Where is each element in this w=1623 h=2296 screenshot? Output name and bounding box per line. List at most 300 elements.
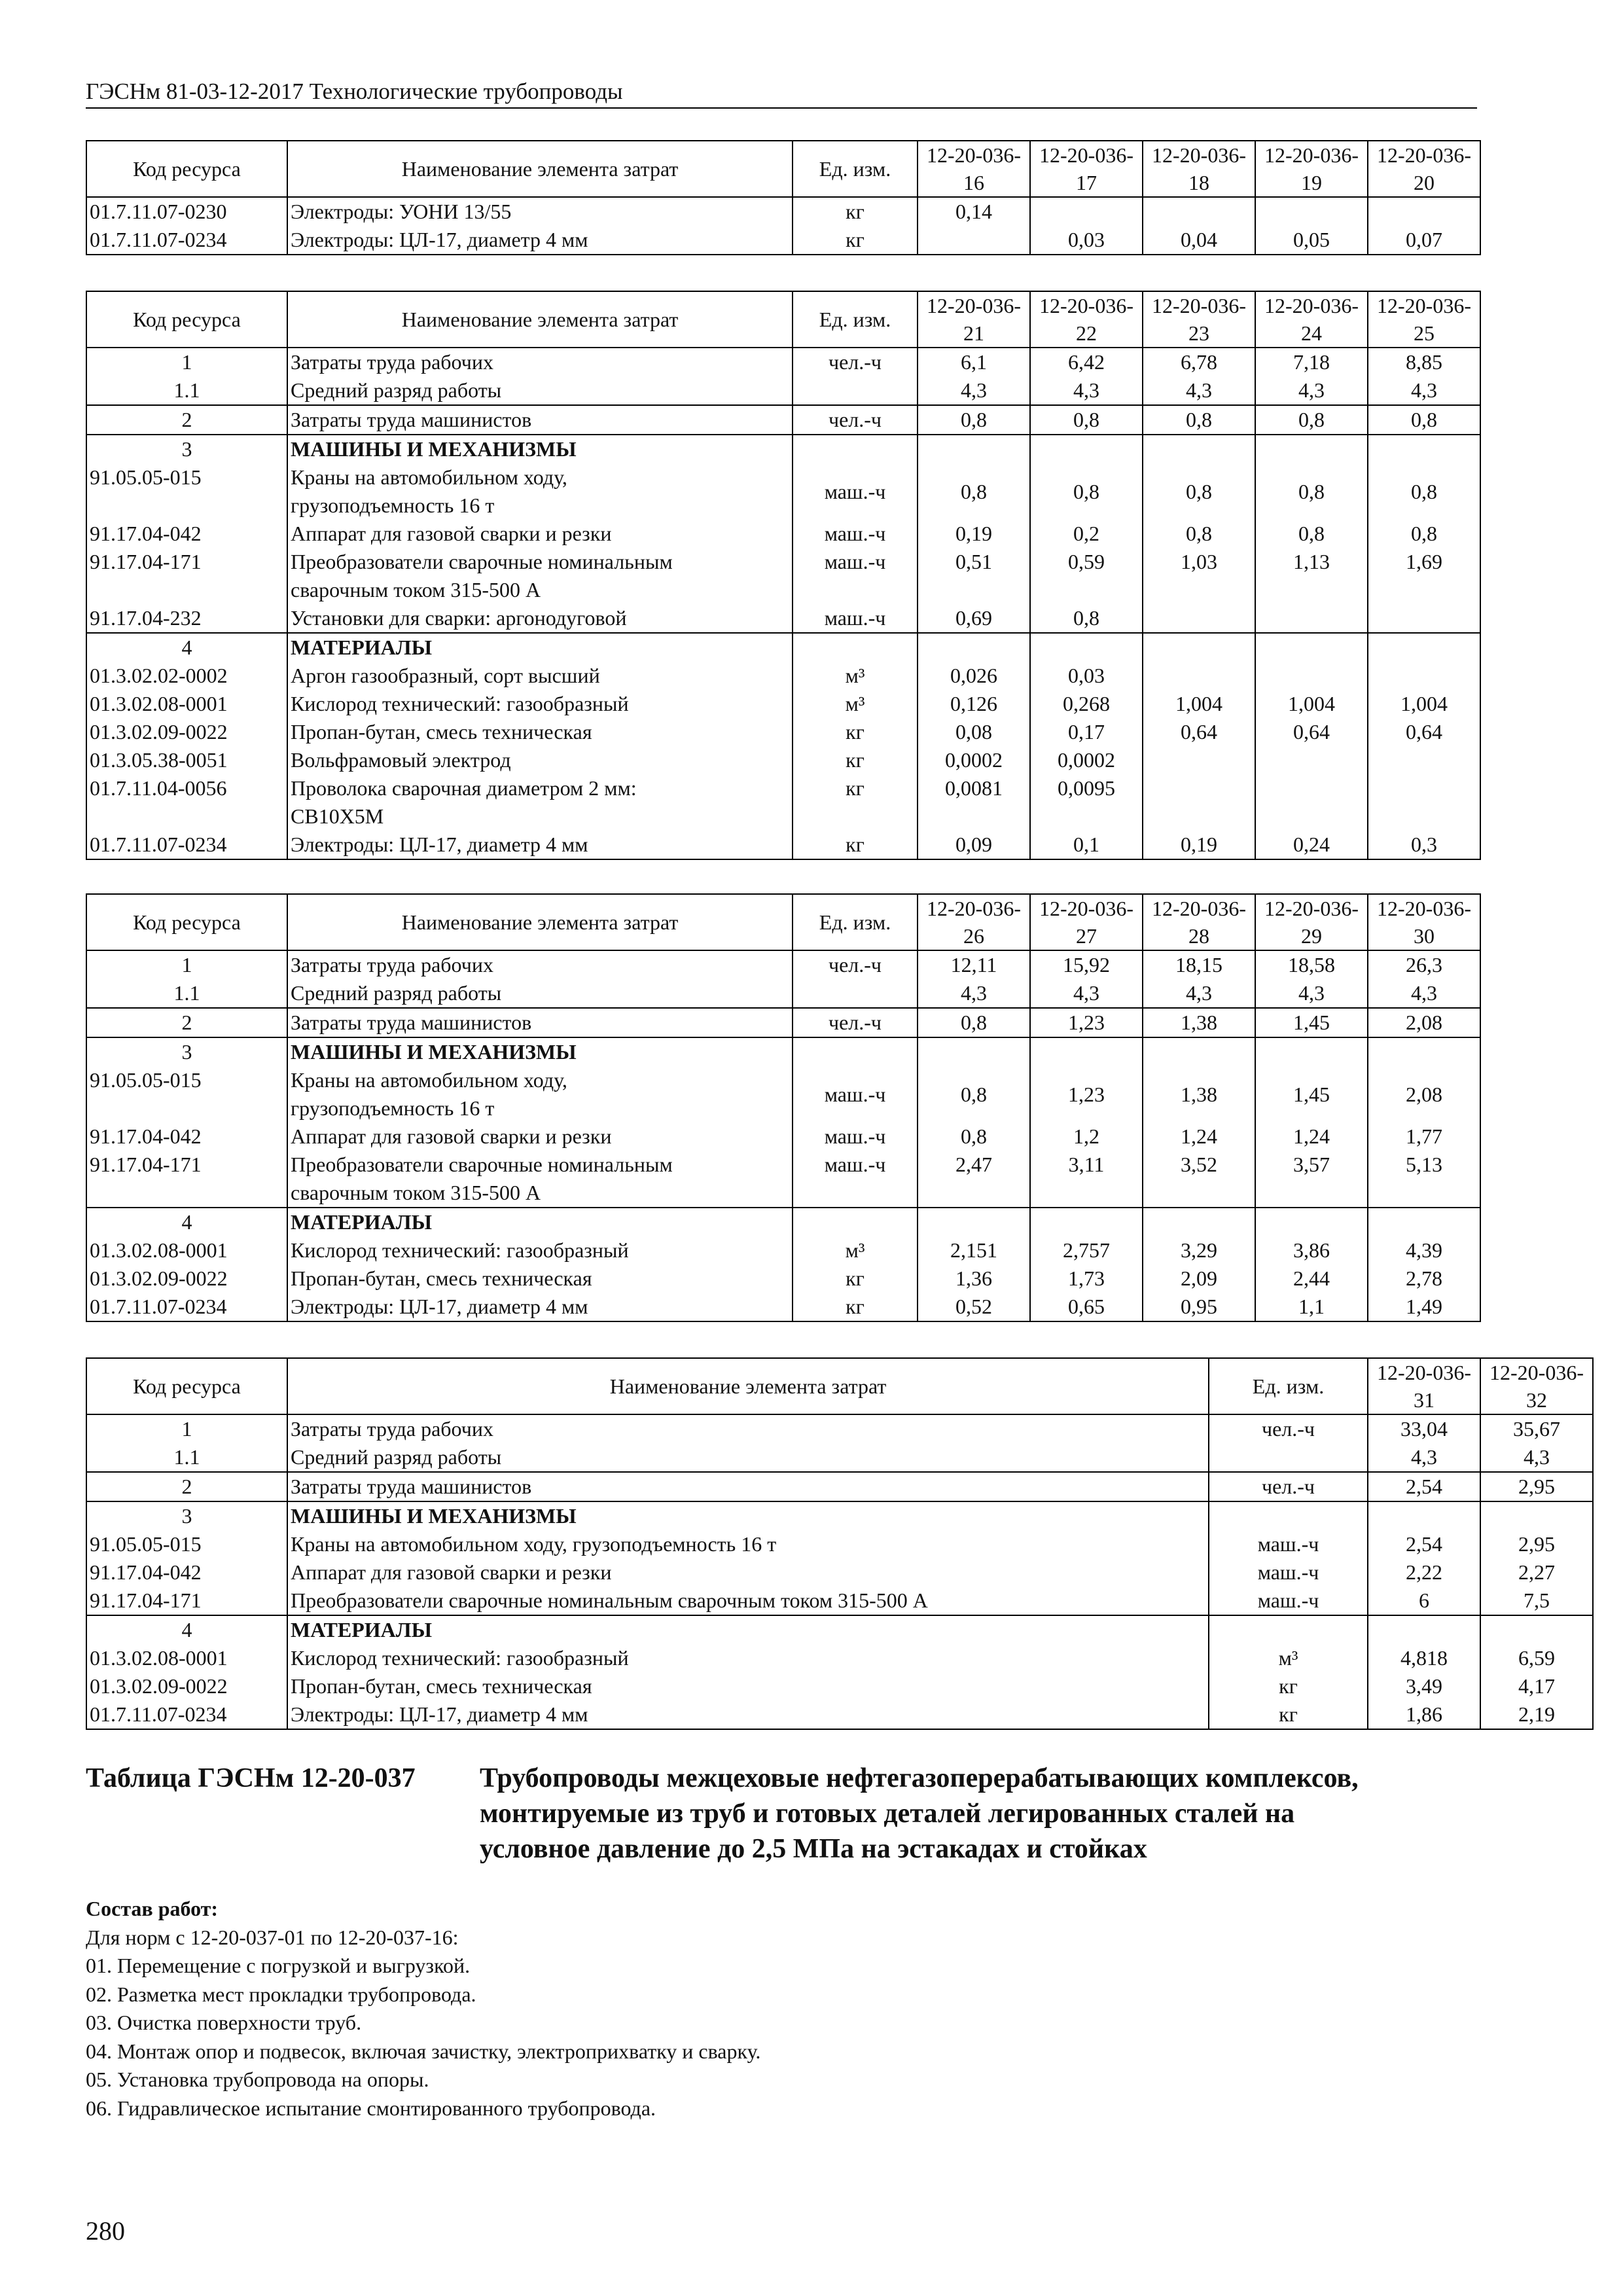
section-row — [86, 979, 1480, 1008]
value-cell — [1368, 633, 1480, 662]
resource-code: 01.3.05.38-0051 — [86, 746, 287, 774]
resource-name — [287, 520, 793, 548]
value-cell — [1255, 604, 1368, 633]
resource-name — [287, 979, 793, 1008]
value-cell: 4,3 — [1368, 376, 1480, 405]
resource-name — [287, 1265, 793, 1293]
unit-cell: чел.-ч — [793, 1008, 918, 1037]
resource-name — [287, 1615, 1209, 1644]
resource-row — [86, 1530, 1593, 1558]
col-header-name: Наименование элемента затрат — [287, 894, 793, 950]
unit-cell: маш.-ч — [1209, 1587, 1368, 1615]
col-header-norm-code: 12-20-036-26 — [918, 894, 1030, 950]
value-cell: 6,78 — [1143, 348, 1255, 376]
value-cell: 7,18 — [1255, 348, 1368, 376]
unit-cell: кг — [793, 1265, 918, 1293]
value-cell — [1368, 197, 1480, 226]
unit-cell: маш.-ч — [793, 520, 918, 548]
value-cell — [1255, 1208, 1368, 1236]
resource-row — [86, 226, 1480, 255]
resource-code: 01.7.11.07-0234 — [86, 226, 287, 255]
resource-row — [86, 746, 1480, 774]
value-cell — [1368, 1208, 1480, 1236]
col-header-norm-code: 12-20-036-28 — [1143, 894, 1255, 950]
value-cell: 2,54 — [1368, 1530, 1480, 1558]
value-cell: 5,13 — [1368, 1151, 1480, 1208]
resource-name-line: Кислород технический: газообразный — [291, 1646, 629, 1670]
resource-name — [287, 1236, 793, 1265]
resource-row — [86, 197, 1480, 226]
value-cell: 0,59 — [1030, 548, 1143, 604]
resource-code: 91.17.04-042 — [86, 1122, 287, 1151]
unit-cell: кг — [793, 774, 918, 831]
resource-name — [287, 435, 793, 463]
resource-code: 91.17.04-171 — [86, 1587, 287, 1615]
resource-code: 2 — [86, 1008, 287, 1037]
value-cell: 35,67 — [1480, 1414, 1593, 1443]
work-step: 02. Разметка мест прокладки трубопровода. — [86, 1982, 476, 2006]
value-cell — [1143, 774, 1255, 831]
unit-cell: маш.-ч — [793, 604, 918, 633]
page-number: 280 — [86, 2216, 125, 2246]
unit-cell: маш.-ч — [793, 1151, 918, 1208]
value-cell: 3,11 — [1030, 1151, 1143, 1208]
value-cell: 0,126 — [918, 690, 1030, 718]
unit-cell — [793, 1208, 918, 1236]
resource-row — [86, 604, 1480, 633]
resource-code: 01.7.11.04-0056 — [86, 774, 287, 831]
unit-cell — [793, 979, 918, 1008]
col-header-name: Наименование элемента затрат — [287, 141, 793, 197]
unit-cell: кг — [793, 718, 918, 746]
resource-name-line: Преобразователи сварочные номинальным — [291, 550, 673, 573]
section-row — [86, 1008, 1480, 1037]
resource-name-line: Затраты труда рабочих — [291, 1417, 493, 1441]
resource-code: 2 — [86, 1472, 287, 1501]
value-cell: 33,04 — [1368, 1414, 1480, 1443]
unit-cell: м³ — [793, 662, 918, 690]
unit-cell: м³ — [793, 690, 918, 718]
resource-name — [287, 1672, 1209, 1700]
value-cell: 2,19 — [1480, 1700, 1593, 1729]
section-row — [86, 633, 1480, 662]
value-cell: 0,8 — [1255, 520, 1368, 548]
unit-cell: чел.-ч — [793, 950, 918, 979]
resource-code: 3 — [86, 435, 287, 463]
work-composition-scope: Для норм с 12-20-037-01 по 12-20-037-16: — [86, 1925, 459, 1949]
section-row — [86, 1037, 1480, 1066]
section-row — [86, 348, 1480, 376]
value-cell: 3,49 — [1368, 1672, 1480, 1700]
col-header-norm-code: 12-20-036-25 — [1368, 291, 1480, 348]
resource-name — [287, 1501, 1209, 1530]
resource-name — [287, 405, 793, 435]
value-cell: 0,19 — [918, 520, 1030, 548]
value-cell — [1030, 197, 1143, 226]
unit-cell: чел.-ч — [793, 348, 918, 376]
table-header-row — [86, 291, 1480, 348]
unit-cell: маш.-ч — [793, 1066, 918, 1122]
resource-name-line: Аппарат для газовой сварки и резки — [291, 522, 612, 545]
value-cell — [1143, 435, 1255, 463]
value-cell: 0,8 — [1030, 463, 1143, 520]
value-cell — [918, 1037, 1030, 1066]
col-header-norm-code: 12-20-036-32 — [1480, 1358, 1593, 1414]
value-cell: 2,151 — [918, 1236, 1030, 1265]
resource-name-line: Преобразователи сварочные номинальным сварочным током 315-500 А — [291, 1588, 928, 1612]
value-cell: 0,268 — [1030, 690, 1143, 718]
value-cell: 2,78 — [1368, 1265, 1480, 1293]
work-step: 06. Гидравлическое испытание смонтированного трубопровода. — [86, 2096, 656, 2120]
resource-table-036-26-30 — [86, 893, 1481, 1322]
section-row — [86, 1501, 1593, 1530]
resource-name — [287, 376, 793, 405]
value-cell: 0,17 — [1030, 718, 1143, 746]
value-cell — [1255, 746, 1368, 774]
resource-code: 01.3.02.08-0001 — [86, 1644, 287, 1672]
value-cell: 1,004 — [1255, 690, 1368, 718]
resource-row — [86, 1265, 1480, 1293]
value-cell: 0,69 — [918, 604, 1030, 633]
value-cell: 0,8 — [1143, 463, 1255, 520]
resource-code: 1 — [86, 348, 287, 376]
resource-name-line: сварочным током 315-500 А — [291, 1181, 541, 1204]
value-cell: 0,8 — [918, 1122, 1030, 1151]
resource-name — [287, 1151, 793, 1208]
resource-name-line: Кислород технический: газообразный — [291, 692, 629, 715]
value-cell: 1,03 — [1143, 548, 1255, 604]
value-cell: 4,3 — [1143, 376, 1255, 405]
resource-code: 01.3.02.08-0001 — [86, 1236, 287, 1265]
value-cell: 2,54 — [1368, 1472, 1480, 1501]
value-cell — [1368, 774, 1480, 831]
resource-name-line: Затраты труда машинистов — [291, 1011, 532, 1034]
col-header-norm-code: 12-20-036-30 — [1368, 894, 1480, 950]
value-cell — [1143, 633, 1255, 662]
resource-row — [86, 1122, 1480, 1151]
value-cell — [918, 1208, 1030, 1236]
resource-row — [86, 1558, 1593, 1587]
value-cell: 4,3 — [1255, 979, 1368, 1008]
value-cell: 1,38 — [1143, 1066, 1255, 1122]
resource-code: 3 — [86, 1037, 287, 1066]
resource-name-line: Средний разряд работы — [291, 981, 502, 1005]
resource-row — [86, 1672, 1593, 1700]
value-cell: 4,3 — [1368, 1443, 1480, 1472]
resource-code: 91.17.04-042 — [86, 520, 287, 548]
resource-table-036-21-25 — [86, 291, 1481, 860]
resource-name — [287, 662, 793, 690]
value-cell — [1143, 746, 1255, 774]
resource-code: 01.7.11.07-0230 — [86, 197, 287, 226]
value-cell: 4,3 — [1368, 979, 1480, 1008]
resource-code: 1.1 — [86, 979, 287, 1008]
value-cell: 0,8 — [1255, 463, 1368, 520]
resource-name-line: Затраты труда рабочих — [291, 350, 493, 374]
resource-name-line: Пропан-бутан, смесь техническая — [291, 720, 592, 744]
col-header-code: Код ресурса — [86, 1358, 287, 1414]
value-cell: 6,42 — [1030, 348, 1143, 376]
resource-name — [287, 1587, 1209, 1615]
col-header-norm-code: 12-20-036-23 — [1143, 291, 1255, 348]
resource-name — [287, 1414, 1209, 1443]
value-cell: 0,0002 — [1030, 746, 1143, 774]
running-header: ГЭСНм 81-03-12-2017 Технологические трубопроводы — [86, 77, 1477, 109]
value-cell: 0,8 — [1030, 405, 1143, 435]
value-cell: 0,8 — [1143, 520, 1255, 548]
value-cell: 0,8 — [1368, 463, 1480, 520]
value-cell: 4,3 — [1255, 376, 1368, 405]
resource-code: 4 — [86, 1208, 287, 1236]
resource-name-line: Электроды: ЦЛ-17, диаметр 4 мм — [291, 1295, 588, 1318]
value-cell: 0,3 — [1368, 831, 1480, 859]
resource-name-line: Средний разряд работы — [291, 378, 502, 402]
value-cell: 0,8 — [1368, 405, 1480, 435]
resource-name — [287, 1472, 1209, 1501]
unit-cell: маш.-ч — [793, 1122, 918, 1151]
resource-name-line: СВ10Х5М — [291, 804, 384, 828]
value-cell: 2,95 — [1480, 1530, 1593, 1558]
value-cell — [1255, 633, 1368, 662]
work-step: 04. Монтаж опор и подвесок, включая зачистку, электроприхватку и сварку. — [86, 2039, 761, 2063]
value-cell: 1,004 — [1143, 690, 1255, 718]
resource-name-line: Пропан-бутан, смесь техническая — [291, 1674, 592, 1698]
unit-cell: маш.-ч — [793, 548, 918, 604]
section-row — [86, 1443, 1593, 1472]
value-cell: 0,64 — [1368, 718, 1480, 746]
value-cell: 1,36 — [918, 1265, 1030, 1293]
col-header-norm-code: 12-20-036-19 — [1255, 141, 1368, 197]
section-row — [86, 1208, 1480, 1236]
resource-name-line: грузоподъемность 16 т — [291, 493, 495, 517]
resource-name-line: Краны на автомобильном ходу, — [291, 1068, 567, 1092]
resource-name — [287, 197, 793, 226]
resource-code: 91.17.04-171 — [86, 1151, 287, 1208]
resource-code: 2 — [86, 405, 287, 435]
value-cell — [1143, 604, 1255, 633]
value-cell: 2,27 — [1480, 1558, 1593, 1587]
resource-name-line: Средний разряд работы — [291, 1445, 502, 1469]
unit-cell — [793, 376, 918, 405]
resource-name-line: Установки для сварки: аргонодуговой — [291, 606, 627, 630]
unit-cell — [1209, 1443, 1368, 1472]
value-cell: 4,818 — [1368, 1644, 1480, 1672]
resource-code: 91.17.04-232 — [86, 604, 287, 633]
resource-name — [287, 633, 793, 662]
unit-cell: кг — [1209, 1700, 1368, 1729]
value-cell: 0,65 — [1030, 1293, 1143, 1321]
resource-name-line: Вольфрамовый электрод — [291, 748, 511, 772]
value-cell: 1,1 — [1255, 1293, 1368, 1321]
value-cell — [1368, 662, 1480, 690]
resource-name — [287, 950, 793, 979]
unit-cell: кг — [793, 746, 918, 774]
resource-name-line: сварочным током 315-500 А — [291, 578, 541, 601]
resource-code: 01.7.11.07-0234 — [86, 831, 287, 859]
col-header-norm-code: 12-20-036-31 — [1368, 1358, 1480, 1414]
value-cell: 0,8 — [1368, 520, 1480, 548]
value-cell — [1030, 1208, 1143, 1236]
value-cell: 2,95 — [1480, 1472, 1593, 1501]
value-cell: 15,92 — [1030, 950, 1143, 979]
resource-code: 01.3.02.09-0022 — [86, 1672, 287, 1700]
value-cell: 6,59 — [1480, 1644, 1593, 1672]
value-cell: 2,44 — [1255, 1265, 1368, 1293]
col-header-norm-code: 12-20-036-17 — [1030, 141, 1143, 197]
value-cell: 4,3 — [918, 979, 1030, 1008]
value-cell — [1030, 1037, 1143, 1066]
value-cell — [1030, 633, 1143, 662]
resource-name — [287, 1443, 1209, 1472]
value-cell: 0,04 — [1143, 226, 1255, 255]
resource-row — [86, 1700, 1593, 1729]
col-header-norm-code: 12-20-036-16 — [918, 141, 1030, 197]
resource-name-line: Кислород технический: газообразный — [291, 1238, 629, 1262]
resource-name-line: Электроды: ЦЛ-17, диаметр 4 мм — [291, 833, 588, 856]
resource-row — [86, 1236, 1480, 1265]
value-cell: 0,8 — [918, 1008, 1030, 1037]
unit-cell: чел.-ч — [1209, 1472, 1368, 1501]
unit-cell: чел.-ч — [793, 405, 918, 435]
unit-cell: маш.-ч — [1209, 1558, 1368, 1587]
resource-code: 01.3.02.09-0022 — [86, 1265, 287, 1293]
col-header-unit: Ед. изм. — [793, 141, 918, 197]
work-step: 01. Перемещение с погрузкой и выгрузкой. — [86, 1954, 471, 1977]
value-cell — [1368, 604, 1480, 633]
resource-row — [86, 718, 1480, 746]
value-cell: 4,3 — [1030, 376, 1143, 405]
value-cell: 1,73 — [1030, 1265, 1143, 1293]
resource-name — [287, 1530, 1209, 1558]
value-cell — [1143, 1037, 1255, 1066]
resource-name — [287, 1066, 793, 1122]
value-cell: 0,52 — [918, 1293, 1030, 1321]
value-cell: 0,09 — [918, 831, 1030, 859]
resource-name — [287, 718, 793, 746]
value-cell: 1,49 — [1368, 1293, 1480, 1321]
resource-code: 01.3.02.08-0001 — [86, 690, 287, 718]
value-cell: 8,85 — [1368, 348, 1480, 376]
value-cell: 7,5 — [1480, 1587, 1593, 1615]
resource-name-line: Затраты труда машинистов — [291, 408, 532, 431]
unit-cell: кг — [793, 197, 918, 226]
resource-name — [287, 1644, 1209, 1672]
value-cell: 6 — [1368, 1587, 1480, 1615]
resource-code: 4 — [86, 633, 287, 662]
resource-row — [86, 831, 1480, 859]
value-cell: 4,39 — [1368, 1236, 1480, 1265]
value-cell: 1,23 — [1030, 1066, 1143, 1122]
resource-name-line: Краны на автомобильном ходу, — [291, 465, 567, 489]
value-cell — [1480, 1615, 1593, 1644]
resource-code: 01.3.02.02-0002 — [86, 662, 287, 690]
resource-row — [86, 463, 1480, 520]
resource-row — [86, 548, 1480, 604]
col-header-norm-code: 12-20-036-22 — [1030, 291, 1143, 348]
resource-name-line: Аппарат для газовой сварки и резки — [291, 1560, 612, 1584]
work-step: 05. Установка трубопровода на опоры. — [86, 2068, 429, 2091]
value-cell: 2,757 — [1030, 1236, 1143, 1265]
resource-name — [287, 774, 793, 831]
value-cell: 2,22 — [1368, 1558, 1480, 1587]
resource-name-line: Преобразователи сварочные номинальным — [291, 1153, 673, 1176]
value-cell — [1368, 1037, 1480, 1066]
section-row — [86, 1414, 1593, 1443]
resource-name-line: грузоподъемность 16 т — [291, 1096, 495, 1120]
resource-row — [86, 1066, 1480, 1122]
value-cell: 0,8 — [1255, 405, 1368, 435]
resource-name — [287, 1122, 793, 1151]
value-cell — [1368, 1615, 1480, 1644]
col-header-unit: Ед. изм. — [793, 894, 918, 950]
value-cell: 3,29 — [1143, 1236, 1255, 1265]
resource-name-line: Аппарат для газовой сварки и резки — [291, 1124, 612, 1148]
resource-name-line: Затраты труда рабочих — [291, 953, 493, 977]
col-header-code: Код ресурса — [86, 291, 287, 348]
value-cell: 0,03 — [1030, 662, 1143, 690]
value-cell: 1,38 — [1143, 1008, 1255, 1037]
value-cell: 1,69 — [1368, 548, 1480, 604]
value-cell: 2,47 — [918, 1151, 1030, 1208]
value-cell: 1,77 — [1368, 1122, 1480, 1151]
unit-cell — [1209, 1615, 1368, 1644]
col-header-norm-code: 12-20-036-21 — [918, 291, 1030, 348]
unit-cell — [793, 633, 918, 662]
col-header-norm-code: 12-20-036-27 — [1030, 894, 1143, 950]
resource-code: 01.7.11.07-0234 — [86, 1700, 287, 1729]
section-row — [86, 376, 1480, 405]
table-caption-title — [480, 1761, 1488, 1867]
resource-name — [287, 463, 793, 520]
resource-name — [287, 226, 793, 255]
value-cell: 2,08 — [1368, 1066, 1480, 1122]
resource-name-line: Затраты труда машинистов — [291, 1475, 532, 1498]
resource-name-line: МАШИНЫ И МЕХАНИЗМЫ — [291, 437, 577, 461]
resource-row — [86, 1151, 1480, 1208]
resource-name — [287, 831, 793, 859]
unit-cell: чел.-ч — [1209, 1414, 1368, 1443]
value-cell — [1143, 662, 1255, 690]
value-cell: 1,2 — [1030, 1122, 1143, 1151]
table-caption-title-line: монтируемые из труб и готовых деталей легированных сталей на — [480, 1799, 1295, 1829]
value-cell: 0,64 — [1255, 718, 1368, 746]
value-cell: 4,3 — [1143, 979, 1255, 1008]
col-header-name: Наименование элемента затрат — [287, 1358, 1209, 1414]
value-cell: 0,03 — [1030, 226, 1143, 255]
resource-name — [287, 548, 793, 604]
value-cell: 18,15 — [1143, 950, 1255, 979]
section-row — [86, 1472, 1593, 1501]
value-cell — [1143, 1208, 1255, 1236]
resource-code: 3 — [86, 1501, 287, 1530]
col-header-norm-code: 12-20-036-24 — [1255, 291, 1368, 348]
value-cell — [1143, 197, 1255, 226]
resource-row — [86, 1587, 1593, 1615]
resource-name-line: Проволока сварочная диаметром 2 мм: — [291, 776, 637, 800]
table-header-row — [86, 894, 1480, 950]
value-cell: 0,0002 — [918, 746, 1030, 774]
resource-code: 91.05.05-015 — [86, 1530, 287, 1558]
resource-name-line: Пропан-бутан, смесь техническая — [291, 1266, 592, 1290]
value-cell: 0,19 — [1143, 831, 1255, 859]
work-step: 03. Очистка поверхности труб. — [86, 2011, 362, 2034]
value-cell: 1,86 — [1368, 1700, 1480, 1729]
col-header-code: Код ресурса — [86, 894, 287, 950]
resource-name-line: МАТЕРИАЛЫ — [291, 636, 432, 659]
unit-cell — [793, 1037, 918, 1066]
value-cell: 0,8 — [1030, 604, 1143, 633]
resource-name — [287, 1558, 1209, 1587]
